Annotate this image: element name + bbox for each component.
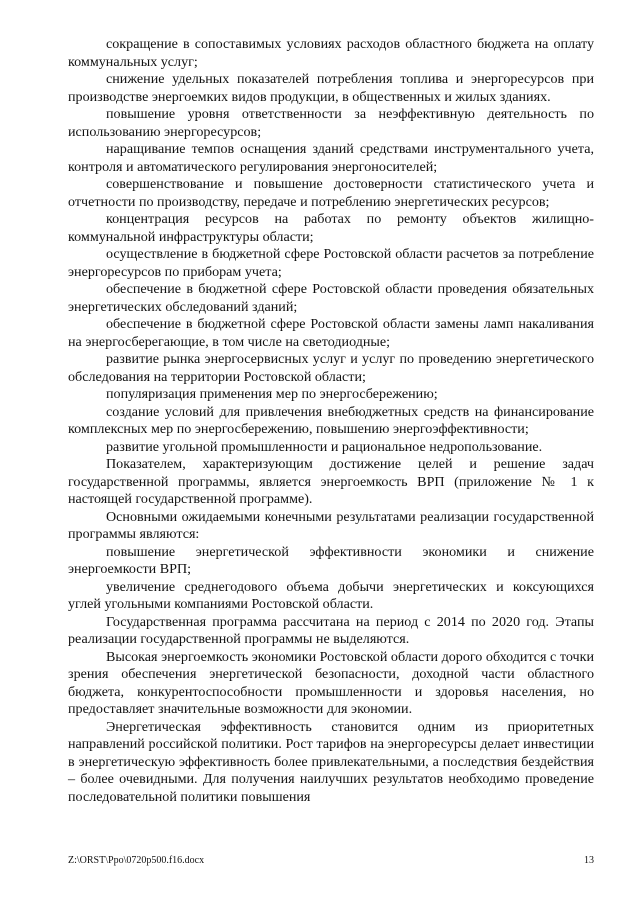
paragraph: развитие угольной промышленности и рациональное недропользование. — [106, 438, 543, 455]
paragraph: Высокая энергоемкость экономики Ростовской области дорого обходится с точки зрения обеспечения энергетической безопасности, доходной части областного бюджета, конкурентоспособности промышленности и здоровья населения, но предоставляет значительные возможности для экономии. — [68, 648, 594, 717]
paragraph: осуществление в бюджетной сфере Ростовской области расчетов за потребление энергоресурсов по приборам учета; — [68, 246, 594, 280]
paragraph: Энергетическая эффективность становится одним из приоритетных направлений российской политики. Рост тарифов на энергоресурсы делает инвестиции в энергетическую эффективность более привлекательными, а последствия бездействия – более очевидными. Для получения наилучших результатов необходимо проведение последовательной политики повышения — [68, 718, 594, 805]
paragraph: наращивание темпов оснащения зданий средствами инструментального учета, контроля и автоматического регулирования энергоносителей; — [68, 141, 594, 175]
paragraph: Государственная программа рассчитана на период с 2014 по 2020 год. Этапы реализации государственной программы не выделяются. — [68, 613, 594, 647]
paragraph: Основными ожидаемыми конечными результатами реализации государственной программы являются: — [68, 508, 594, 542]
paragraph: повышение энергетической эффективности экономики и снижение энергоемкости ВРП; — [68, 543, 594, 577]
paragraph: повышение уровня ответственности за неэффективную деятельность по использованию энергоресурсов; — [68, 106, 594, 140]
body-text — [68, 36, 594, 806]
page-number: 13 — [584, 855, 594, 866]
paragraph: обеспечение в бюджетной сфере Ростовской области проведения обязательных энергетических обследований зданий; — [68, 281, 594, 315]
paragraph: Показателем, характеризующим достижение целей и решение задач государственной программы, является энергоемкость ВРП (приложение № 1 к настоящей государственной программе). — [68, 456, 594, 507]
footer-file-path: Z:\ORST\Ppo\0720p500.f16.docx — [68, 855, 205, 866]
paragraph: увеличение среднегодового объема добычи энергетических и коксующихся углей угольными компаниями Ростовской области. — [68, 578, 594, 612]
paragraph: концентрация ресурсов на работах по ремонту объектов жилищно-коммунальной инфраструктуры области; — [68, 211, 594, 245]
paragraph: сокращение в сопоставимых условиях расходов областного бюджета на оплату коммунальных услуг; — [68, 36, 594, 70]
paragraph: развитие рынка энергосервисных услуг и услуг по проведению энергетического обследования на территории Ростовской области; — [68, 351, 594, 385]
paragraph: обеспечение в бюджетной сфере Ростовской области замены ламп накаливания на энергосберегающие, в том числе на светодиодные; — [68, 316, 594, 350]
paragraph: снижение удельных показателей потребления топлива и энергоресурсов при производстве энергоемких видов продукции, в общественных и жилых зданиях. — [68, 71, 594, 105]
paragraph: совершенствование и повышение достоверности статистического учета и отчетности по производству, передаче и потреблению энергетических ресурсов; — [68, 176, 594, 210]
paragraph: популяризация применения мер по энергосбережению; — [106, 386, 438, 402]
paragraph: создание условий для привлечения внебюджетных средств на финансирование комплексных мер по энергосбережению, повышению энергоэффективности; — [68, 403, 594, 437]
